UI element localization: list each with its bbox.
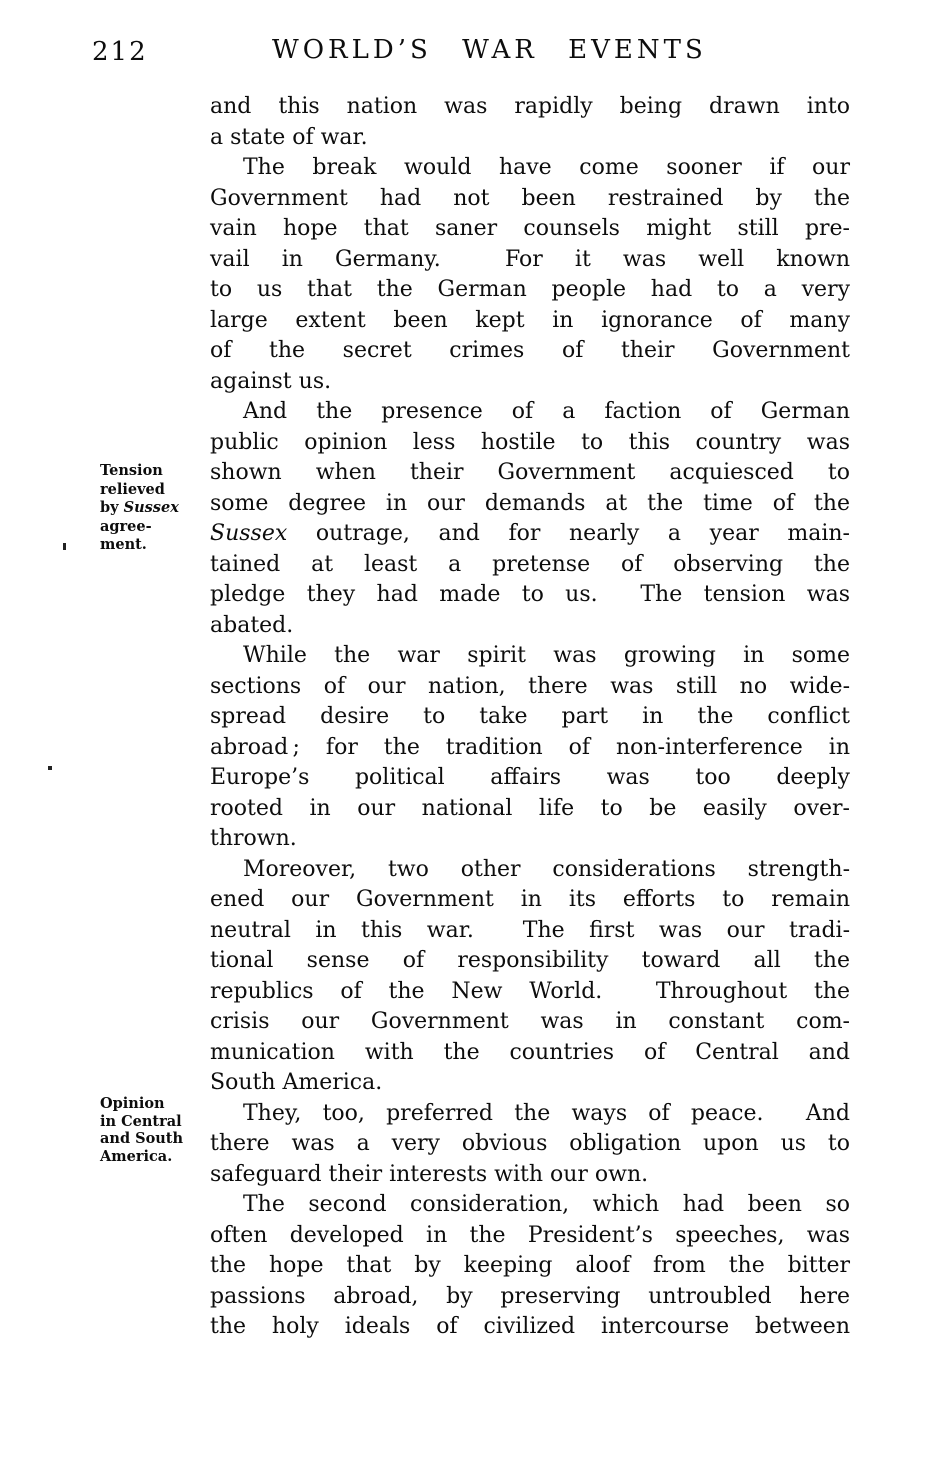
- text-line: [210, 733, 850, 764]
- text-line: [210, 1007, 850, 1038]
- text-segment: vain hope that saner counsels might still pre-: [210, 216, 850, 241]
- text-segment: sections of our nation, there was still no wide-: [210, 673, 850, 699]
- text-segment: tained at least a pretense of observing the: [210, 551, 850, 577]
- text-segment: rooted in our national life to be easily over-: [210, 795, 850, 821]
- text-segment: crisis our Government was in constant com-: [210, 1009, 850, 1034]
- text-segment: often developed in the President’s speeches, was: [210, 1222, 850, 1248]
- text-line: [210, 641, 850, 672]
- text-line: [210, 214, 850, 245]
- margin-note-line: [100, 1130, 225, 1148]
- text-line: [210, 885, 850, 916]
- text-segment: relieved: [100, 480, 165, 498]
- text-segment: by: [100, 499, 124, 516]
- text-segment: Tension: [100, 462, 163, 479]
- text-line: [210, 1190, 850, 1221]
- italic-text-segment: Sussex: [123, 499, 179, 516]
- text-segment: They, too, preferred the ways of peace. And: [243, 1100, 850, 1126]
- text-segment: Government had not been restrained by the: [210, 185, 850, 211]
- text-segment: and this nation was rapidly being drawn into: [210, 94, 850, 119]
- text-segment: South America.: [210, 1070, 383, 1095]
- text-segment: outrage, and for nearly a year main-: [287, 521, 850, 546]
- text-segment: ened our Government in its efforts to remain: [210, 887, 850, 912]
- text-segment: Opinion: [100, 1095, 165, 1112]
- italic-text-segment: Sussex: [210, 521, 288, 546]
- text-line: [210, 367, 850, 398]
- text-segment: abroad ; for the tradition of non-interference in: [210, 734, 850, 760]
- text-line: [210, 946, 850, 977]
- text-segment: the holy ideals of civilized intercourse between: [210, 1314, 850, 1339]
- text-segment: The second consideration, which had been so: [243, 1192, 850, 1217]
- text-segment: large extent been kept in ignorance of many: [210, 307, 850, 333]
- text-segment: pledge they had made to us. The tension was: [210, 582, 850, 607]
- text-segment: ment.: [100, 536, 147, 553]
- text-line: [210, 1282, 850, 1313]
- text-line: [210, 397, 850, 428]
- scan-speck: [48, 766, 52, 770]
- text-segment: Moreover, two other considerations strength-: [243, 856, 850, 882]
- text-segment: some degree in our demands at the time of the: [210, 490, 850, 516]
- text-segment: in Central: [100, 1112, 182, 1130]
- text-line: [210, 916, 850, 947]
- text-line: [210, 428, 850, 459]
- margin-note-line: [100, 499, 225, 518]
- text-segment: against us.: [210, 368, 332, 394]
- text-line: [210, 763, 850, 794]
- text-line: [210, 824, 850, 855]
- running-title: WORLD’S WAR EVENTS: [272, 35, 707, 65]
- body-text-column: [210, 92, 850, 1343]
- margin-note-line: [100, 462, 225, 481]
- text-segment: While the war spirit was growing in some: [243, 643, 850, 668]
- text-line: [210, 123, 850, 154]
- text-segment: munication with the countries of Central and: [210, 1039, 850, 1065]
- text-segment: And the presence of a faction of German: [243, 399, 850, 424]
- text-line: [210, 1129, 850, 1160]
- margin-note-line: [100, 1148, 225, 1166]
- text-line: [210, 1221, 850, 1252]
- text-segment: agree-: [100, 517, 152, 535]
- margin-note-line: [100, 536, 225, 555]
- text-segment: America.: [100, 1147, 173, 1165]
- text-segment: abated.: [210, 612, 294, 638]
- text-segment: to us that the German people had to a very: [210, 277, 850, 302]
- margin-note-line: [100, 1095, 225, 1113]
- text-segment: Europe’s political affairs was too deeply: [210, 765, 850, 790]
- margin-note-line: [100, 481, 225, 500]
- text-segment: and South: [100, 1130, 184, 1147]
- text-segment: tional sense of responsibility toward all the: [210, 948, 850, 973]
- text-line: [210, 489, 850, 520]
- text-line: [210, 672, 850, 703]
- text-line: [210, 550, 850, 581]
- text-segment: a state of war.: [210, 124, 368, 150]
- text-line: [210, 245, 850, 276]
- text-line: [210, 1312, 850, 1343]
- text-line: [210, 458, 850, 489]
- page-number: 212: [92, 37, 148, 67]
- note-sussex-agreement: [100, 462, 225, 555]
- text-segment: shown when their Government acquiesced to: [210, 460, 850, 485]
- text-line: [210, 1068, 850, 1099]
- text-segment: republics of the New World. Throughout the: [210, 978, 850, 1004]
- text-segment: passions abroad, by preserving untroubled here: [210, 1283, 850, 1309]
- text-line: [210, 275, 850, 306]
- margin-note-line: [100, 518, 225, 537]
- margin-note-line: [100, 1113, 225, 1131]
- text-line: [210, 580, 850, 611]
- text-segment: safeguard their interests with our own.: [210, 1161, 649, 1187]
- text-line: [210, 977, 850, 1008]
- text-line: [210, 702, 850, 733]
- text-line: [210, 855, 850, 886]
- text-line: [210, 306, 850, 337]
- text-line: [210, 336, 850, 367]
- text-line: [210, 611, 850, 642]
- text-segment: the hope that by keeping aloof from the bitter: [210, 1253, 850, 1278]
- note-opinion-central-south-america: [100, 1095, 225, 1165]
- text-segment: thrown.: [210, 826, 297, 851]
- text-line: [210, 1251, 850, 1282]
- text-line: [210, 794, 850, 825]
- text-segment: neutral in this war. The first was our tradi-: [210, 917, 850, 943]
- text-segment: The break would have come sooner if our: [243, 155, 850, 180]
- text-segment: public opinion less hostile to this country was: [210, 429, 850, 455]
- text-line: [210, 92, 850, 123]
- text-line: [210, 184, 850, 215]
- scan-speck: [63, 543, 66, 550]
- text-line: [210, 1038, 850, 1069]
- text-segment: spread desire to take part in the conflict: [210, 704, 850, 729]
- text-line: [210, 153, 850, 184]
- text-line: [210, 1099, 850, 1130]
- text-segment: there was a very obvious obligation upon us to: [210, 1131, 850, 1156]
- text-line: [210, 1160, 850, 1191]
- text-line: [210, 519, 850, 550]
- text-segment: of the secret crimes of their Government: [210, 338, 850, 363]
- text-segment: vail in Germany. For it was well known: [210, 246, 850, 272]
